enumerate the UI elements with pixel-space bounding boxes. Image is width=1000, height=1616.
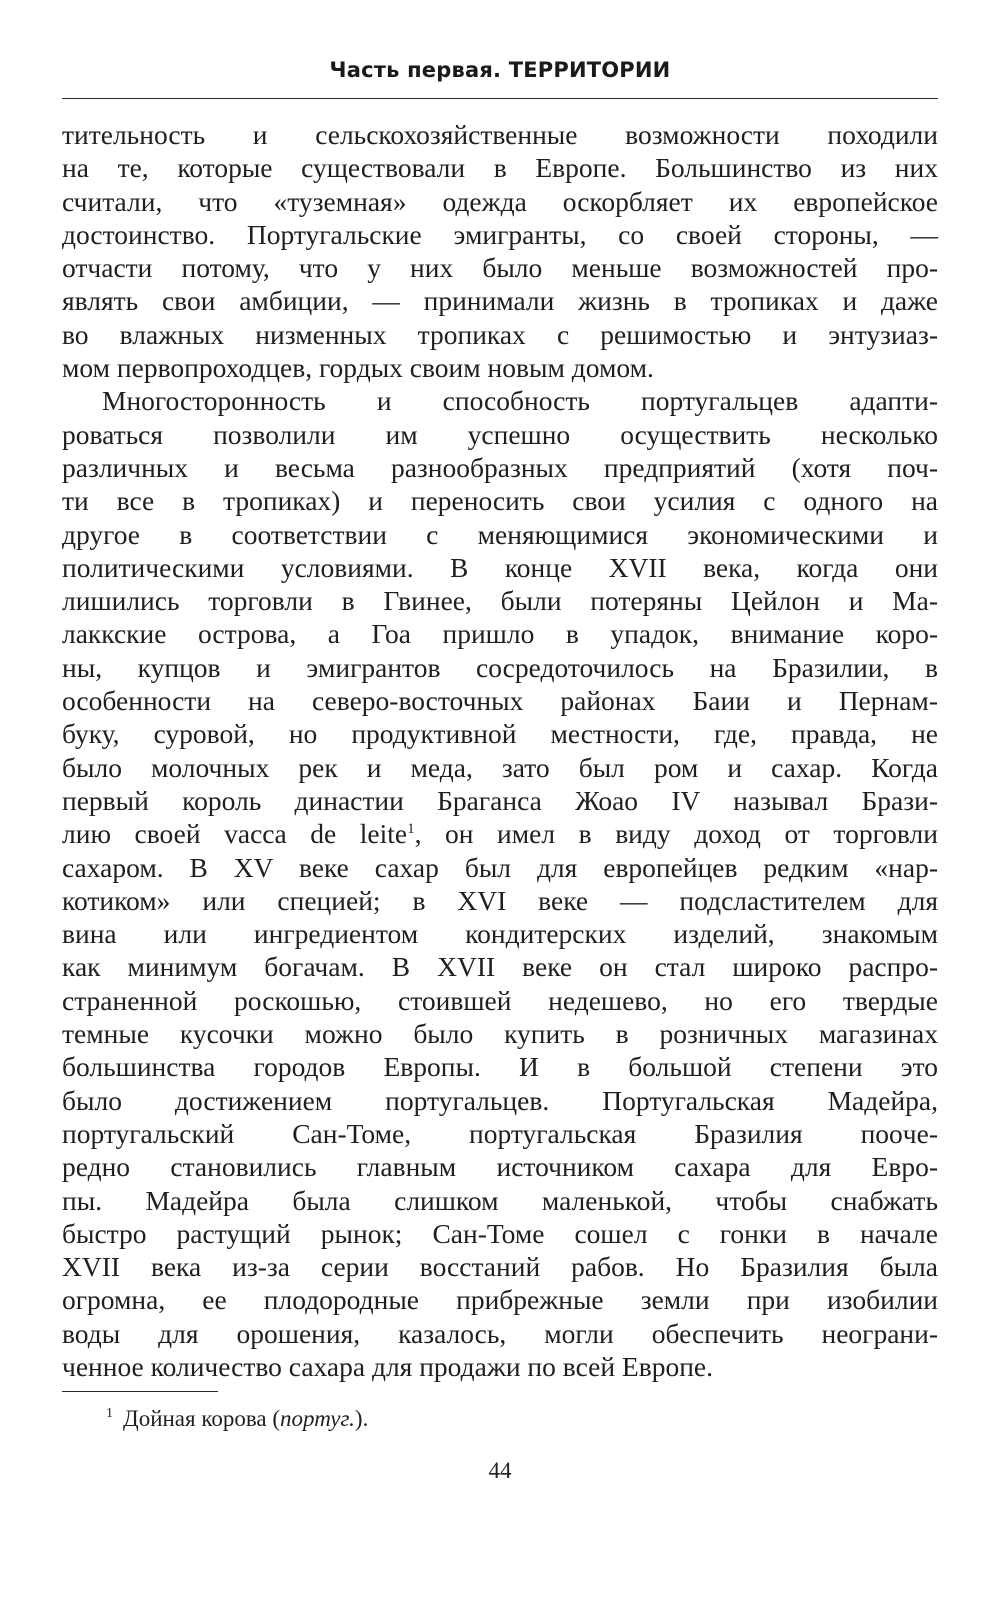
text-line: быстро растущий рынок; Сан-Томе сошел с гонки в начале [62, 1217, 938, 1249]
text-line: политическими условиями. В конце XVII века, когда они [62, 551, 938, 583]
text-line: страненной роскошью, стоившей недешево, но его твердые [62, 984, 938, 1016]
text-line: сахаром. В XV веке сахар был для европейцев редким «нар- [62, 851, 938, 883]
text-line-with-footnote [62, 817, 938, 850]
text-line: редно становились главным источником сахара для Евро- [62, 1151, 938, 1183]
text-line: первый король династии Браганса Жоао IV называл Брази- [62, 784, 938, 816]
footnote-reference: 1 [407, 821, 415, 838]
text-line: мом первопроходцев, гордых своим новым домом. [62, 352, 654, 384]
running-header: Часть первая. ТЕРРИТОРИИ [329, 58, 671, 82]
footnote-text: Дойная корова ( [123, 1406, 281, 1431]
header-rule [62, 98, 938, 99]
text-fragment: лию своей vacca de leite [62, 818, 408, 850]
footnote-italic: португ. [280, 1406, 355, 1431]
text-line: воды для орошения, казалось, могли обеспечить неограни- [62, 1317, 938, 1349]
text-line: ны, купцов и эмигрантов сосредоточилось на Бразилии, в [62, 651, 938, 683]
text-line: как минимум богачам. В XVII веке он стал широко распро- [62, 951, 938, 983]
paragraph-2 [62, 384, 938, 1383]
text-line: роваться позволили им успешно осуществить несколько [62, 418, 938, 450]
text-line: лишились торговли в Гвинее, были потеряны Цейлон и Ма- [62, 585, 938, 617]
footnote [106, 1404, 368, 1434]
text-line: ти все в тропиках) и переносить свои усилия с одного на [62, 485, 938, 517]
footnote-marker: 1 [106, 1406, 113, 1422]
text-line: пы. Мадейра была слишком маленькой, чтобы снабжать [62, 1184, 938, 1216]
text-line: было молочных рек и меда, зато был ром и сахар. Когда [62, 751, 938, 783]
text-line: отчасти потому, что у них было меньше возможностей про- [62, 252, 938, 284]
text-line: различных и весьма разнообразных предприятий (хотя поч- [62, 451, 938, 483]
text-line: буку, суровой, но продуктивной местности, где, правда, не [62, 718, 938, 750]
text-line: вина или ингредиентом кондитерских изделий, знакомым [62, 918, 938, 950]
main-text [62, 118, 938, 1383]
text-line: было достижением португальцев. Португальская Мадейра, [62, 1084, 938, 1116]
text-line: на те, которые существовали в Европе. Большинство из них [62, 152, 938, 184]
paragraph-1 [62, 118, 938, 384]
text-line: являть свои амбиции, — принимали жизнь в тропиках и даже [62, 285, 938, 317]
text-line: большинства городов Европы. И в большой степени это [62, 1051, 938, 1083]
text-line: достоинство. Португальские эмигранты, со своей стороны, — [62, 218, 938, 250]
text-line: лаккские острова, а Гоа пришло в упадок, внимание коро- [62, 618, 938, 650]
text-line: тительность и сельскохозяйственные возможности походили [62, 119, 938, 150]
text-line: во влажных низменных тропиках с решимостью и энтузиаз- [62, 318, 938, 350]
text-line: португальский Сан-Томе, португальская Бразилия поoче- [62, 1117, 938, 1149]
text-line: особенности на северо-восточных районах Баии и Пернам- [62, 685, 938, 717]
footnote-rule [62, 1391, 218, 1392]
text-fragment: , он имел в виду доход от торговли [414, 818, 938, 850]
footnote-close: ). [354, 1406, 369, 1431]
text-line: другое в соответствии с меняющимися экономическими и [62, 518, 938, 550]
text-line: XVII века из-за серии восстаний рабов. Но Бразилия была [62, 1251, 938, 1283]
page-number: 44 [488, 1458, 512, 1483]
text-line: ченное количество сахара для продажи по всей Европе. [62, 1350, 714, 1382]
text-line: считали, что «туземная» одежда оскорбляет их европейское [62, 185, 938, 217]
text-line: Многосторонность и способность португальцев адапти- [102, 385, 938, 417]
text-line: котиком» или специей; в XVI веке — подсластителем для [62, 884, 938, 916]
text-line: огромна, ее плодородные прибрежные земли при изобилии [62, 1284, 938, 1316]
text-line: темные кусочки можно было купить в розничных магазинах [62, 1018, 938, 1050]
